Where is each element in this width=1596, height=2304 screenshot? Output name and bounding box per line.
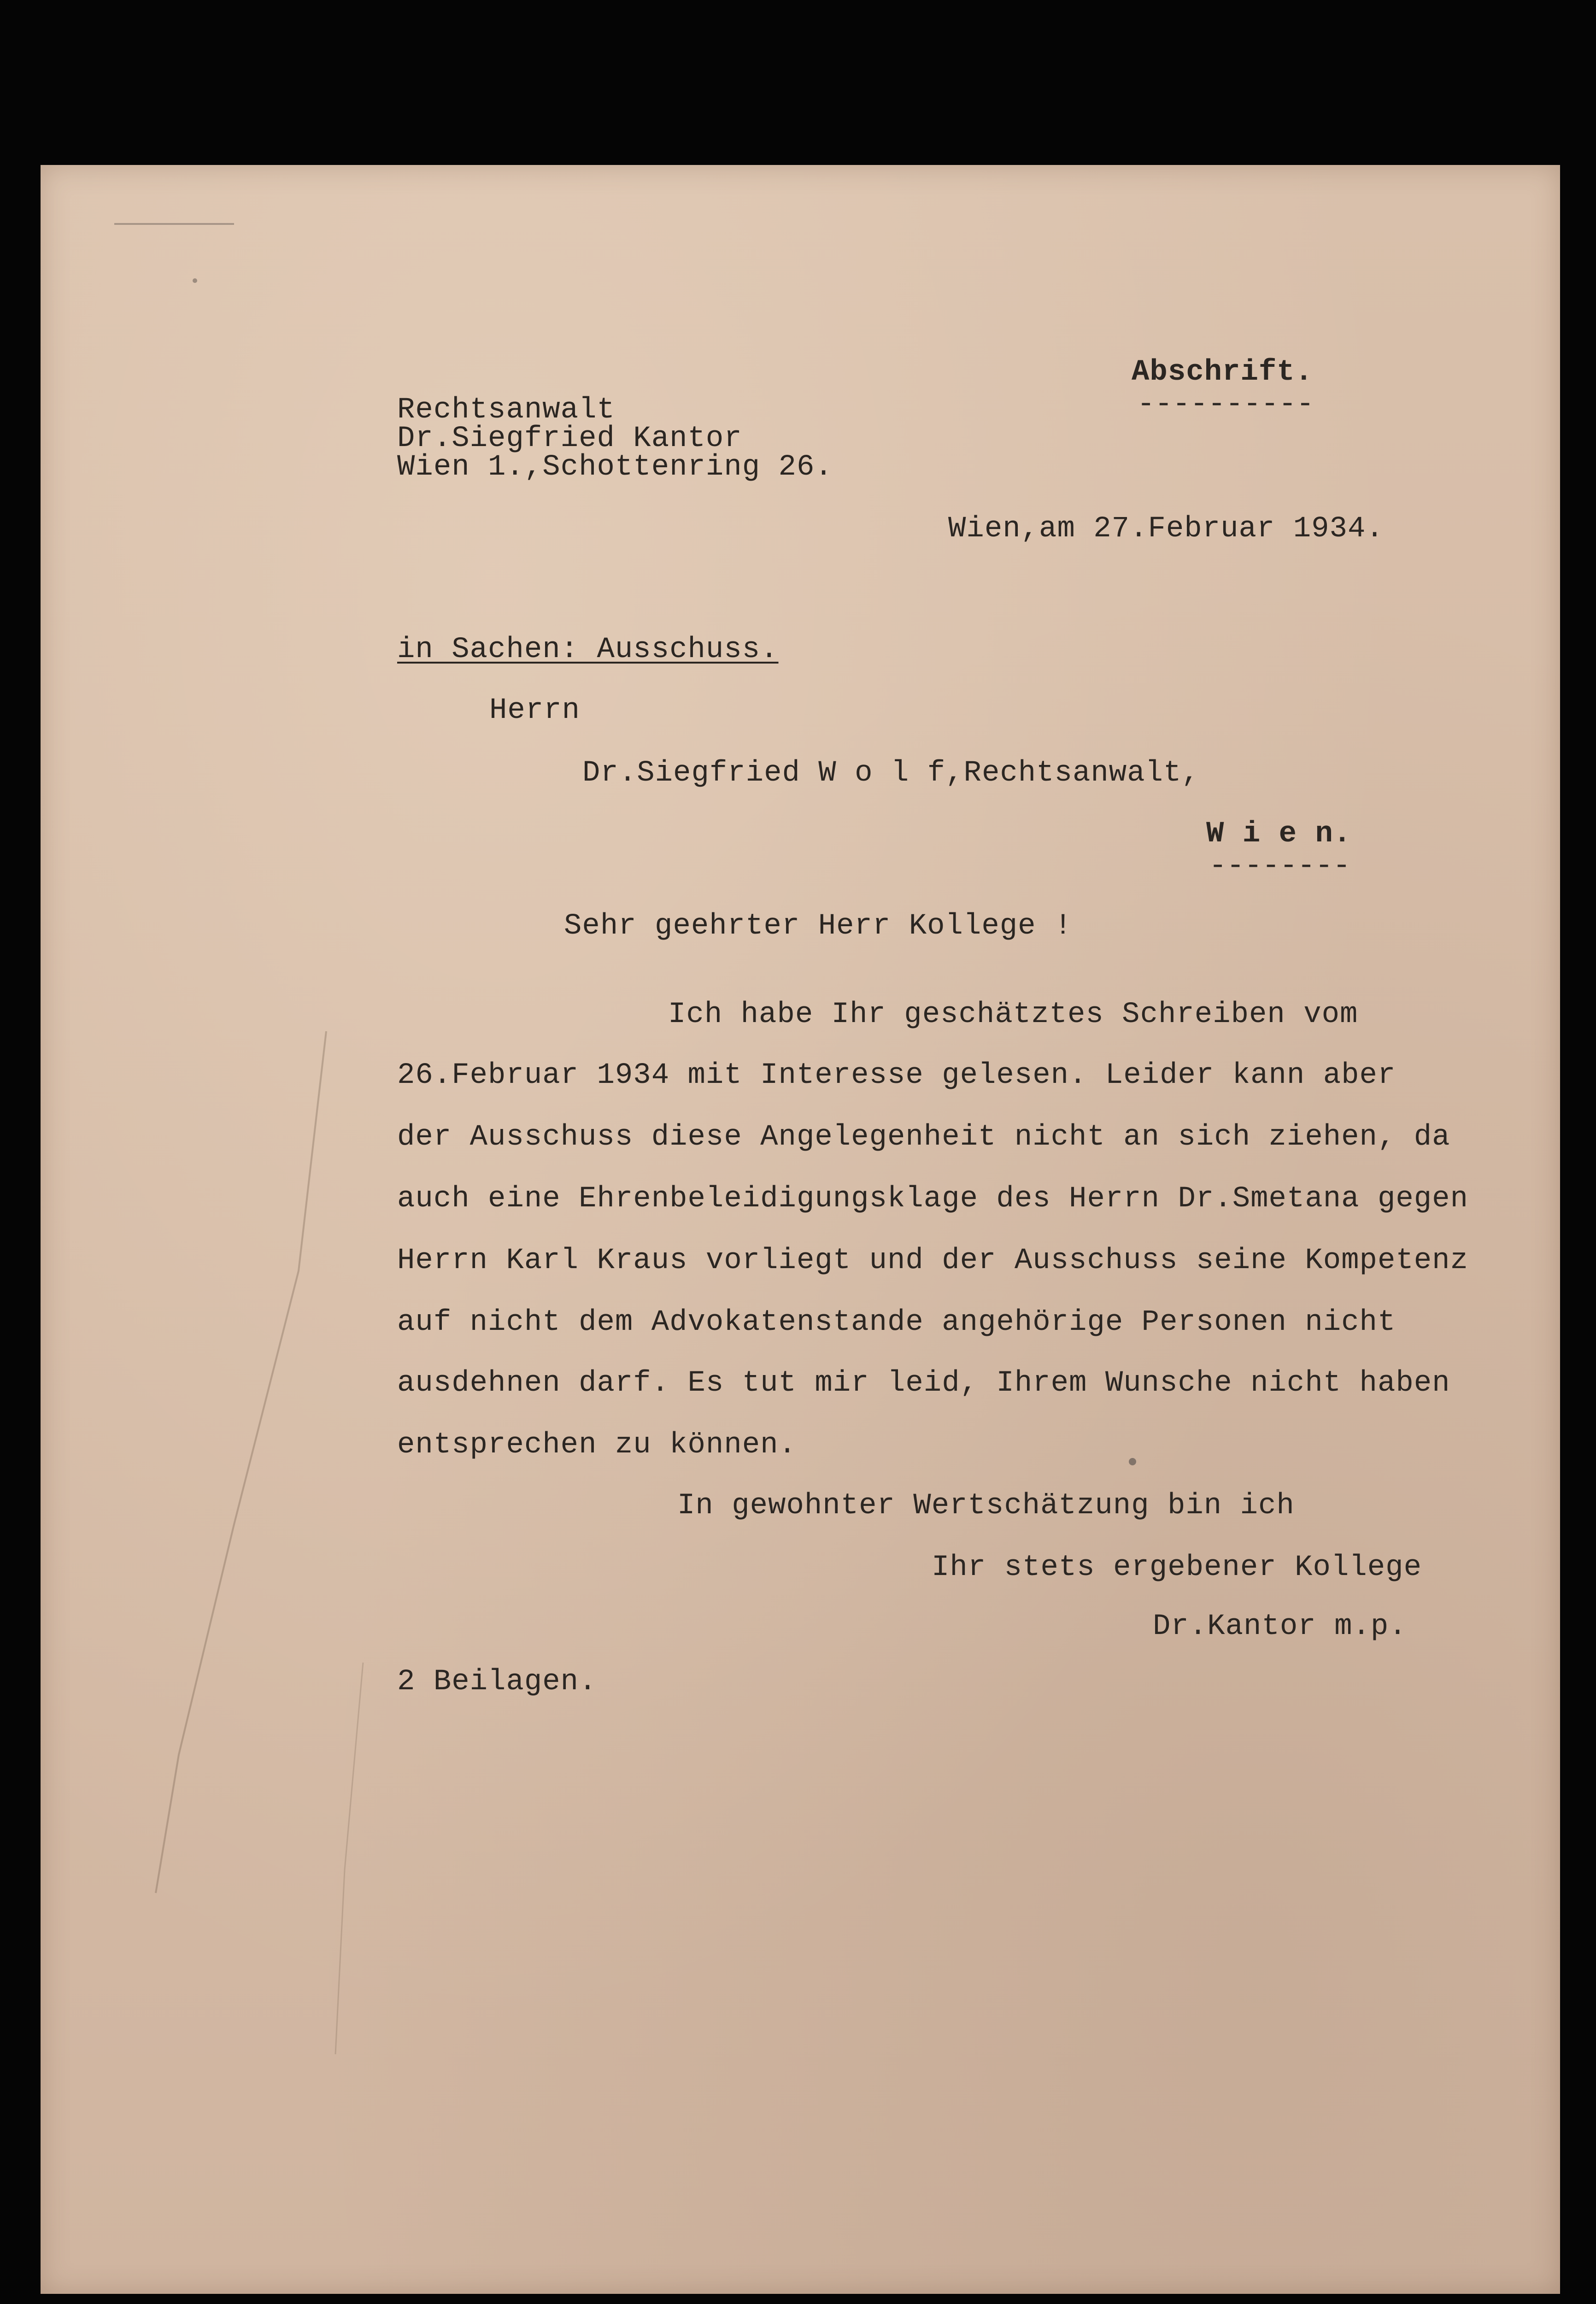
copy-label: Abschrift. (1132, 356, 1314, 389)
closing-line-2: Ihr stets ergebener Kollege (932, 1551, 1422, 1584)
body-line-2: 26.Februar 1934 mit Interesse gelesen. Leider kann aber (397, 1059, 1396, 1092)
corner-ink-dash (114, 223, 234, 225)
body-line-1: Ich habe Ihr geschätztes Schreiben vom (668, 998, 1358, 1031)
body-line-4: auch eine Ehrenbeleidigungsklage des Herrn Dr.Smetana gegen (397, 1182, 1468, 1216)
body-line-3: der Ausschuss diese Angelegenheit nicht an sich ziehen, da (397, 1121, 1450, 1154)
recipient-salutation-title: Herrn (489, 694, 581, 727)
sender-address: Wien 1.,Schottenring 26. (397, 451, 833, 484)
letter-date: Wien,am 27.Februar 1934. (948, 512, 1384, 546)
corner-ink-dot (193, 278, 197, 283)
sender-title: Rechtsanwalt (397, 394, 615, 427)
paper-crease-marks (41, 165, 1560, 2294)
body-line-7: ausdehnen darf. Es tut mir leid, Ihrem Wunsche nicht haben (397, 1367, 1450, 1400)
sender-name: Dr.Siegfried Kantor (397, 422, 742, 455)
subject-line: in Sachen: Ausschuss. (397, 633, 779, 666)
greeting: Sehr geehrter Herr Kollege ! (564, 910, 1073, 943)
signature: Dr.Kantor m.p. (1153, 1610, 1407, 1643)
recipient-city-underline: -------- (1209, 850, 1351, 883)
body-line-8: entsprechen zu können. (397, 1428, 797, 1462)
recipient-city: W i e n. (1206, 817, 1352, 851)
body-line-5: Herrn Karl Kraus vorliegt und der Ausschuss seine Kompetenz (397, 1244, 1468, 1277)
copy-label-underline: ---------- (1137, 388, 1314, 421)
enclosures-note: 2 Beilagen. (397, 1665, 597, 1699)
ink-spot (1129, 1458, 1136, 1465)
letter-page (41, 165, 1560, 2294)
closing-line-1: In gewohnter Wertschätzung bin ich (677, 1489, 1295, 1522)
recipient-name: Dr.Siegfried W o l f,Rechtsanwalt, (582, 757, 1200, 790)
body-line-6: auf nicht dem Advokatenstande angehörige Personen nicht (397, 1306, 1396, 1339)
